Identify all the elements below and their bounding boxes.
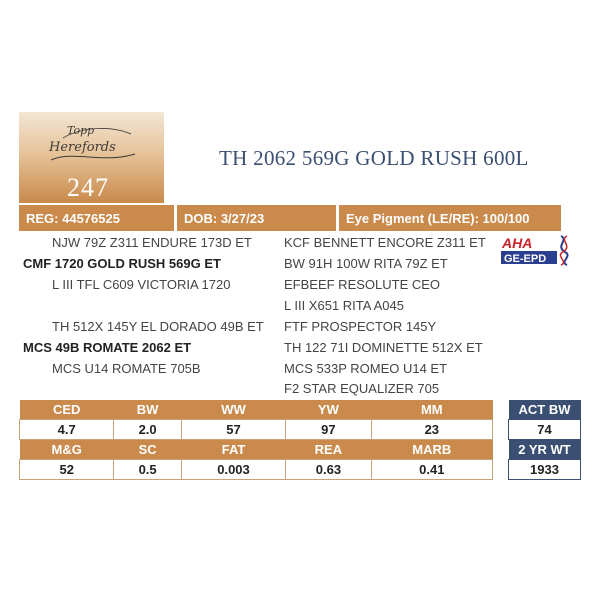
epd-value-marb: 0.41 [371,460,492,480]
epd-table [19,400,493,480]
aha-ge-epd-logo [499,234,576,266]
aha-text: AHA [502,235,533,251]
lot-header-box [19,112,164,203]
logo-line-1: Topp [67,124,95,137]
weights-table [508,400,581,480]
pedigree-ancestor: EFBEEF RESOLUTE CEO [284,277,441,292]
pedigree-ancestor: MCS 533P ROMEO U14 ET [284,361,448,376]
epd-value-rea: 0.63 [286,460,371,480]
epd-header-mm: MM [371,400,492,420]
epd-value-fat: 0.003 [181,460,285,480]
epd-header-bw: BW [114,400,181,420]
epd-value-mg: 52 [20,460,114,480]
two-yr-wt-label: 2 YR WT [509,440,581,460]
pedigree-ancestor: F2 STAR EQUALIZER 705 [284,381,440,396]
epd-header-yw: YW [286,400,371,420]
epd-header-marb: MARB [371,440,492,460]
epd-header-fat: FAT [181,440,285,460]
pedigree-ancestor: FTF PROSPECTOR 145Y [284,319,437,334]
pedigree-dam-sire: TH 512X 145Y EL DORADO 49B ET [52,319,264,334]
pedigree-ancestor: TH 122 71I DOMINETTE 512X ET [284,340,483,355]
ge-epd-text: GE-EPD [504,253,547,265]
pedigree-sire-sire: NJW 79Z Z311 ENDURE 173D ET [52,235,252,250]
pedigree-ancestor: BW 91H 100W RITA 79Z ET [284,256,448,271]
animal-name-title: TH 2062 569G GOLD RUSH 600L [219,146,529,170]
epd-value-sc: 0.5 [114,460,181,480]
logo-line-2: Herefords [49,140,116,155]
eye-pigment: Eye Pigment (LE/RE): 100/100 [346,210,530,226]
epd-value-ced: 4.7 [20,420,114,440]
epd-header-ced: CED [20,400,114,420]
pedigree-ancestor: L III X651 RITA A045 [284,298,404,313]
epd-header-rea: REA [286,440,371,460]
pedigree-dam: MCS 49B ROMATE 2062 ET [23,340,192,355]
epd-header-ww: WW [181,400,285,420]
epd-value-bw: 2.0 [114,420,181,440]
act-bw-value: 74 [509,420,581,440]
act-bw-label: ACT BW [509,400,581,420]
pedigree-sire-dam: L III TFL C609 VICTORIA 1720 [52,277,231,292]
epd-value-yw: 97 [286,420,371,440]
registration-number: REG: 44576525 [26,210,120,226]
epd-value-mm: 23 [371,420,492,440]
info-bar [19,205,561,231]
pedigree-sire: CMF 1720 GOLD RUSH 569G ET [23,256,221,271]
date-of-birth: DOB: 3/27/23 [184,210,265,226]
pedigree-ancestor: KCF BENNETT ENCORE Z311 ET [284,235,486,250]
epd-header-sc: SC [114,440,181,460]
lot-number: 247 [67,173,109,202]
two-yr-wt-value: 1933 [509,460,581,480]
epd-value-ww: 57 [181,420,285,440]
pedigree-dam-dam: MCS U14 ROMATE 705B [52,361,201,376]
epd-header-mg: M&G [20,440,114,460]
